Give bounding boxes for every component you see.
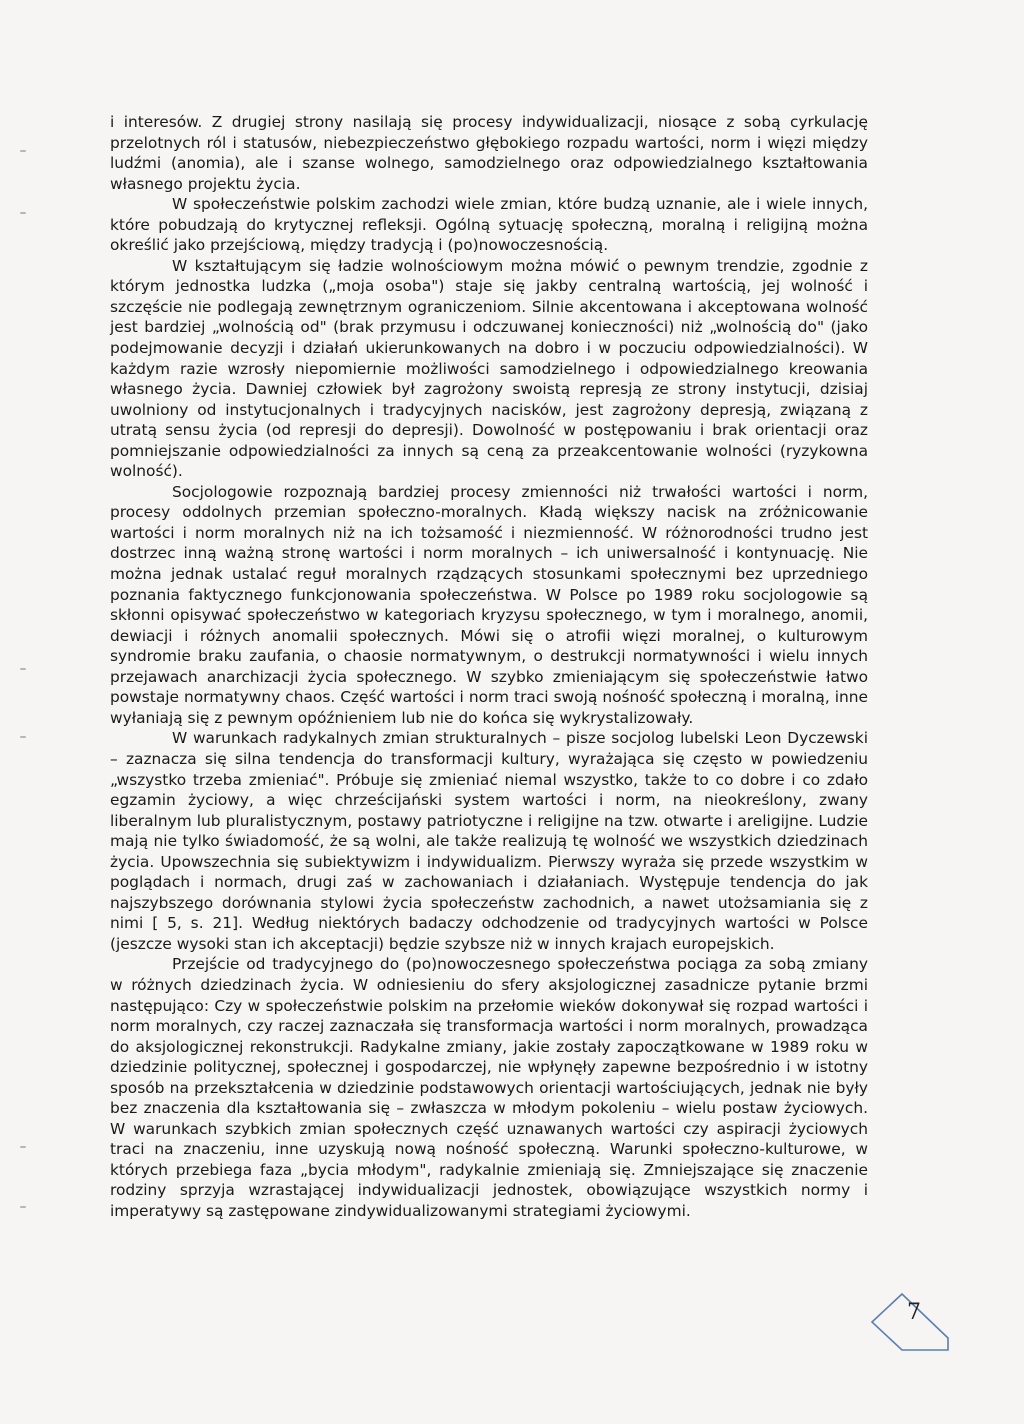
binder-hole-mark <box>20 1206 26 1208</box>
page-number: 7 <box>907 1300 921 1325</box>
binder-hole-mark <box>20 150 26 152</box>
paragraph: Socjologowie rozpoznają bardziej procesy zmienności niż trwałości wartości i norm, procesy oddolnych przemian społeczno-moralnych. Kładą większy nacisk na zróżnicowanie wartości i norm moralnych niż na ich tożsamość i niezmienność. W różnorodności trudno jest dostrzec inną ważną stronę wartości i norm moralnych – ich uniwersalność i kontynuację. Nie można jednak ustalać reguł moralnych rządzących stosunkami społecznymi bez uprzedniego poznania faktycznego funkcjonowania społeczeństwa. W Polsce po 1989 roku socjologowie są skłonni opisywać społeczeństwo w kategoriach kryzysu społecznego, w tym i moralnego, anomii, dewiacji i różnych anomalii społecznych. Mówi się o atrofii więzi moralnej, o kulturowym syndromie braku zaufania, o chaosie normatywnym, o destrukcji normatywności i wielu innych przejawach anarchizacji życia społecznego. W szybko zmieniającym się społeczeństwie łatwo powstaje normatywny chaos. Część wartości i norm traci swoją nośność społeczną i moralną, inne wyłaniają się z pewnym opóźnieniem lub nie do końca się wykrystalizowały. <box>110 482 868 727</box>
paragraph: i interesów. Z drugiej strony nasilają się procesy indywidualizacji, niosące z sobą cyrkulację przelotnych ról i statusów, niebezpieczeństwo głębokiego rozpadu wartości, norm i więzi między ludźmi (anomia), ale i szanse wolnego, samodzielnego oraz odpowiedzialnego kształtowania własnego projektu życia. <box>110 113 868 193</box>
paragraph: W kształtującym się ładzie wolnościowym można mówić o pewnym trendzie, zgodnie z którym jednostka ludzka („moja osoba") staje się jakby centralną wartością, jej wolność i szczęście nie podlegają zewnętrznym ograniczeniom. Silnie akcentowana i akceptowana wolność jest bardziej „wolnością od" (brak przymusu i odczuwanej konieczności) niż „wolnością do" (jako podejmowanie decyzji i działań ukierunkowanych na dobro i w poczuciu odpowiedzialności). W każdym razie wzrosły niepomiernie możliwości samodzielnego i odpowiedzialnego kreowania własnego życia. Dawniej człowiek był zagrożony swoistą represją ze strony instytucji, dzisiaj uwolniony od instytucjonalnych i tradycyjnych nacisków, jest zagrożony depresją, związaną z utratą sensu życia (od represji do depresji). Dowolność w postępowaniu i brak orientacji oraz pomniejszanie odpowiedzialności za innych są ceną za przeakcentowanie wolności (ryzykowna wolność). <box>110 256 868 481</box>
paragraph: W warunkach radykalnych zmian strukturalnych – pisze socjolog lubelski Leon Dyczewski – zaznacza się silna tendencja do transformacji kultury, wyrażająca się często w powiedzeniu „wszystko trzeba zmieniać". Próbuje się zmieniać niemal wszystko, także to co dobre i co zdało egzamin życiowy, a więc chrześcijański system wartości i norm, na nieokreślony, zwany liberalnym lub pluralistycznym, postawy patriotyczne i religijne na tzw. otwarte i areligijne. Ludzie mają nie tylko świadomość, że są wolni, ale także realizują tę wolność we wszystkich dziedzinach życia. Upowszechnia się subiektywizm i indywidualizm. Pierwszy wyraża się przede wszystkim w poglądach i normach, drugi zaś w zachowaniach i działaniach. Występuje tendencja do jak najszybszego dorównania stylowi życia społeczeństw zachodnich, a nawet utożsamiania się z nimi [ 5, s. 21]. Według niektórych badaczy odchodzenie od tradycyjnych wartości w Polsce (jeszcze wysoki stan ich akceptacji) będzie szybsze niż w innych krajach europejskich. <box>110 729 868 953</box>
paragraph: Przejście od tradycyjnego do (po)nowoczesnego społeczeństwa pociąga za sobą zmiany w różnych dziedzinach życia. W odniesieniu do sfery aksjologicznej zasadnicze pytanie brzmi następująco: Czy w społeczeństwie polskim na przełomie wieków dokonywał się rozpad wartości i norm moralnych, czy raczej zaznaczała się transformacja wartości i norm moralnych, prowadząca do aksjologicznej rekonstrukcji. Radykalne zmiany, jakie zostały zapoczątkowane w 1989 roku w dziedzinie politycznej, społecznej i gospodarczej, nie wpłynęły zapewne bezpośrednio i w istotny sposób na przekształcenia w dziedzinie podstawowych orientacji wartościujących, jednak nie były bez znaczenia dla kształtowania się – zwłaszcza w młodym pokoleniu – wielu postaw życiowych. W warunkach szybkich zmian społecznych część uznawanych wartości czy aspiracji życiowych traci na znaczeniu, inne uzyskują nową nośność społeczną. Warunki społeczno-kulturowe, w których przebiega faza „bycia młodym", radykalnie zmieniają się. Zmniejszające się znaczenie rodziny sprzyja wzrastającej indywidualizacji jednostek, obowiązujące wszystkich normy i imperatywy są zastępowane zindywidualizowanymi strategiami życiowymi. <box>110 955 868 1220</box>
body-text <box>110 112 868 1222</box>
paragraph: W społeczeństwie polskim zachodzi wiele zmian, które budzą uznanie, ale i wiele innych, które pobudzają do krytycznej refleksji. Ogólną sytuację społeczną, moralną i religijną można określić jako przejściową, między tradycją i (po)nowoczesnością. <box>110 195 868 255</box>
binder-hole-mark <box>20 736 26 738</box>
binder-hole-mark <box>20 1146 26 1148</box>
binder-hole-mark <box>20 668 26 670</box>
binder-hole-mark <box>20 212 26 214</box>
